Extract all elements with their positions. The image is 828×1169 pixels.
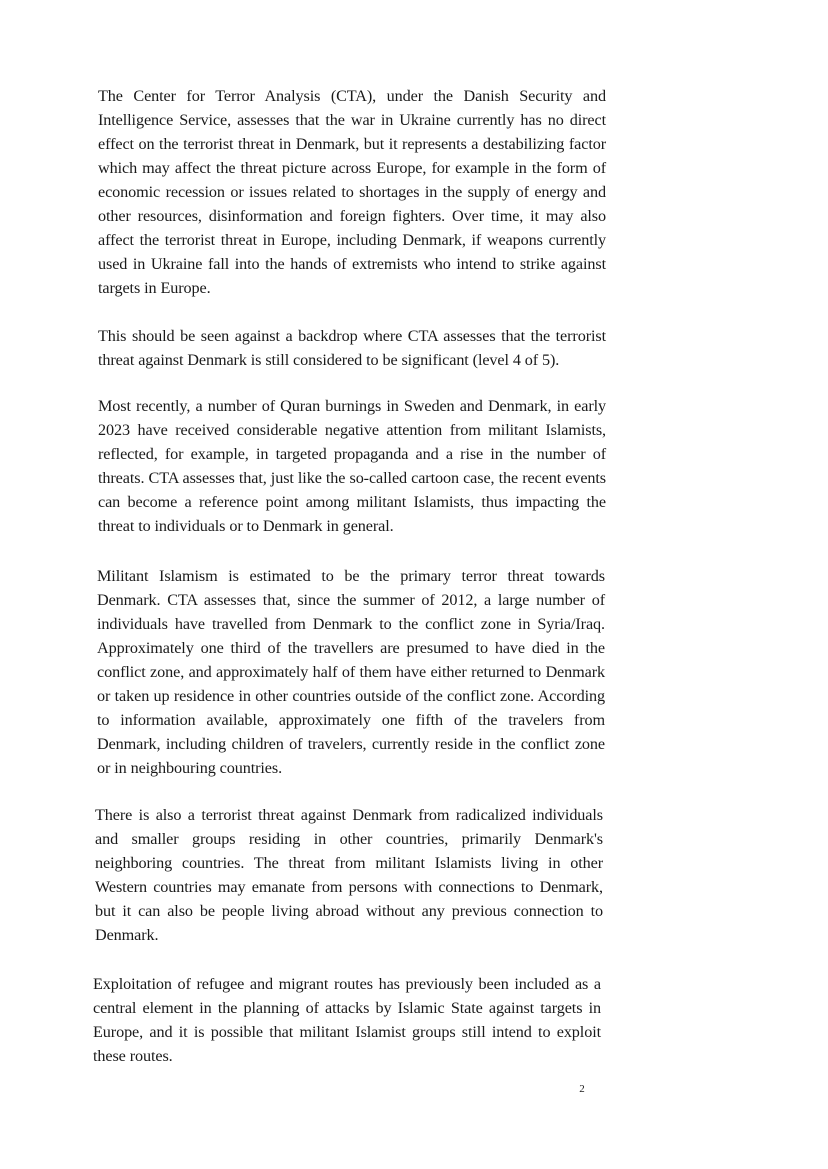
paragraph-foreign-threat: There is also a terrorist threat against Denmark from radicalized individuals and smaller groups residing in other countries, primarily Denmark's neighboring countries. The threat from militant Islamists living in other Western countries may emanate from persons with connections to Denmark, but it can also be people living abroad without any previous connection to Denmark.: [95, 806, 603, 944]
paragraph-militant-islamism: Militant Islamism is estimated to be the primary terror threat towards Denmark. CTA assesses that, since the summer of 2012, a large number of individuals have travelled from Denmark to the conflict zone in Syria/Iraq. Approximately one third of the travellers are presumed to have died in the conflict zone, and approximately half of them have either returned to Denmark or taken up residence in other countries outside of the conflict zone. According to information available, approximately one fifth of the travelers from Denmark, including children of travelers, currently reside in the conflict zone or in neighbouring countries.: [97, 567, 605, 777]
paragraph-threat-level: This should be seen against a backdrop where CTA assesses that the terrorist threat against Denmark is still considered to be significant (level 4 of 5).: [98, 327, 606, 369]
paragraph-quran-burnings: Most recently, a number of Quran burnings in Sweden and Denmark, in early 2023 have received considerable negative attention from militant Islamists, reflected, for example, in targeted propaganda and a rise in the number of threats. CTA assesses that, just like the so-called cartoon case, the recent events can become a reference point among militant Islamists, thus impacting the threat to individuals or to Denmark in general.: [98, 397, 606, 535]
paragraph-migrant-routes: Exploitation of refugee and migrant routes has previously been included as a central element in the planning of attacks by Islamic State against targets in Europe, and it is possible that militant Islamist groups still intend to exploit these routes.: [93, 975, 601, 1065]
page-number: 2: [579, 1083, 585, 1095]
paragraph-ukraine-war-assessment: The Center for Terror Analysis (CTA), under the Danish Security and Intelligence Service, assesses that the war in Ukraine currently has no direct effect on the terrorist threat in Denmark, but it represents a destabilizing factor which may affect the threat picture across Europe, for example in the form of economic recession or issues related to shortages in the supply of energy and other resources, disinformation and foreign fighters. Over time, it may also affect the terrorist threat in Europe, including Denmark, if weapons currently used in Ukraine fall into the hands of extremists who intend to strike against targets in Europe.: [98, 87, 606, 297]
